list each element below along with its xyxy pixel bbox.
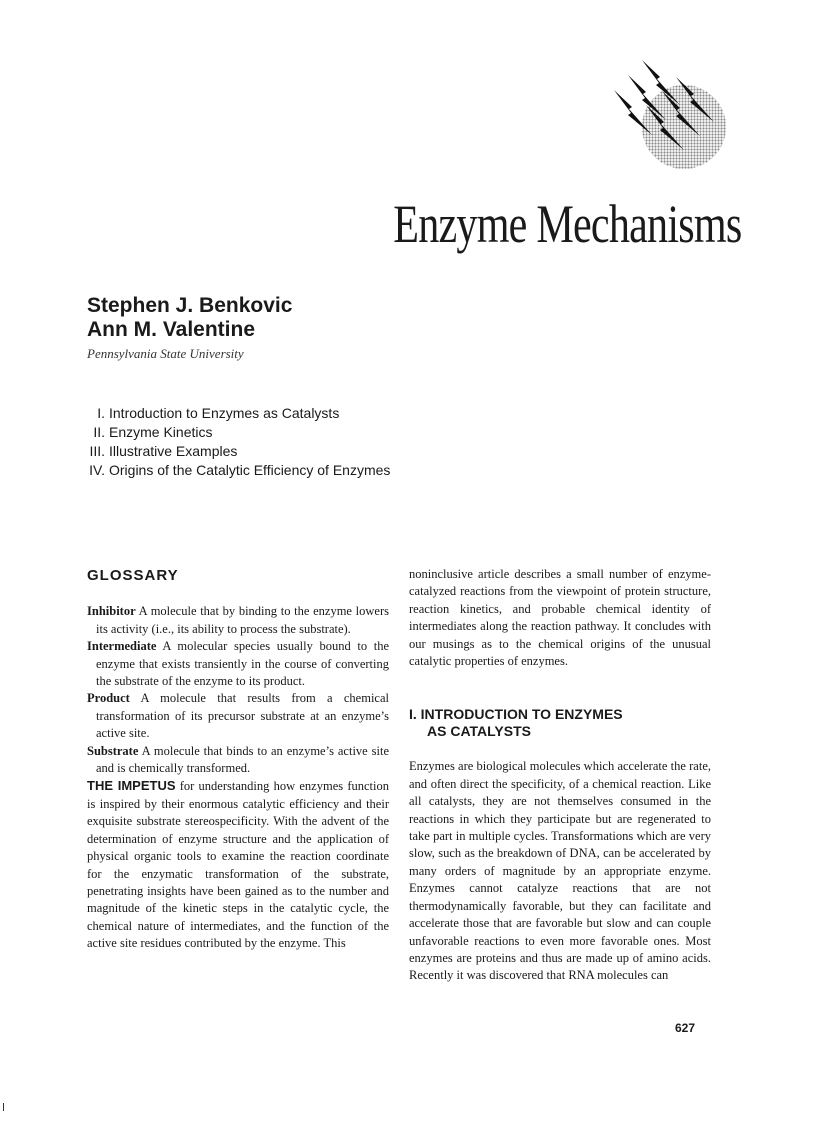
impetus-paragraph: [87, 777, 389, 952]
outline-item: [87, 461, 390, 480]
impetus-lead: THE IMPETUS: [87, 778, 176, 794]
glossary-definition: A molecular species usually bound to the enzyme that exists transiently in the course of converting the substrate of the enzyme to its product.: [96, 639, 390, 689]
glossary-definition: A molecule that binds to an enzyme’s active site and is chemically transformed.: [96, 743, 390, 776]
glossary-term: Intermediate: [87, 639, 157, 654]
logo-stipple-circle: [642, 85, 726, 169]
outline-item: [87, 423, 390, 442]
glossary-definition: A molecule that results from a chemical transformation of its precursor substrate at an enzyme’s active site.: [96, 691, 389, 741]
section-paragraph: Enzymes are biological molecules which accelerate the rate, and often direct the specificity, of a chemical reaction. Like all catalysts, they are not themselves consumed in the reactions in which they participate but are regenerated to take part in multiple cycles. Transformations which are very slow, such as the breakdown of DNA, can be accelerated by many orders of magnitude by an appropriate enzyme. Enzymes cannot catalyze reactions that are not thermodynamically favorable, but they can facilitate and accelerate those that are favorable but slow and can couple unfavorable reactions to even more favorable ones. Most enzymes are proteins and thus are made up of amino acids. Recently it was discovered that RNA molecules can: [409, 759, 711, 983]
article-outline: [87, 404, 390, 480]
continuation-paragraph: noninclusive article describes a small number of enzyme-catalyzed reactions from the viewpoint of protein structure, reaction kinetics, and probable chemical identity of intermediates along the reaction pathway. It concludes with our musings as to the chemical origins of the unusual catalytic properties of enzymes.: [409, 567, 711, 669]
glossary-term: Product: [87, 691, 130, 706]
glossary-entry: [87, 743, 389, 778]
author-block: [87, 294, 292, 364]
outline-text: Introduction to Enzymes as Catalysts: [109, 405, 340, 421]
glossary-term: Substrate: [87, 743, 139, 758]
outline-item: [87, 442, 390, 461]
glossary-heading: GLOSSARY: [87, 567, 179, 584]
outline-text: Enzyme Kinetics: [109, 424, 213, 440]
article-title: Enzyme Mechanisms: [393, 194, 742, 254]
outline-text: Origins of the Catalytic Efficiency of Enzymes: [109, 462, 391, 478]
glossary-definition: A molecule that by binding to the enzyme lowers its activity (i.e., its ability to process the substrate).: [96, 604, 390, 636]
margin-mark: [3, 1103, 4, 1111]
author-affiliation: Pennsylvania State University: [87, 346, 244, 361]
outline-text: Illustrative Examples: [109, 443, 238, 459]
left-column: [87, 566, 389, 953]
section-heading-line: AS CATALYSTS: [427, 723, 531, 740]
section-heading-line: I. INTRODUCTION TO ENZYMES: [409, 706, 623, 723]
author-name: Stephen J. Benkovic: [87, 294, 293, 317]
glossary-term: Inhibitor: [87, 604, 136, 619]
outline-number: IV.: [89, 462, 105, 478]
glossary-entry: [87, 603, 389, 638]
page-number: 627: [675, 1021, 696, 1035]
glossary-entry: [87, 690, 389, 742]
encyclopedia-lightning-logo: [612, 55, 732, 175]
impetus-text: for understanding how enzymes function is inspired by their enormous catalytic efficiency and their exquisite substrate stereospecificity. With the advent of the determination of enzyme structure and the application of physical organic tools to examine the reaction coordinate for the enzymatic transformation of the substrate, penetrating insights have been gained as to the number and magnitude of the kinetic steps in the catalytic cycle, the chemical nature of intermediates, and the function of the active site residues contributed by the enzyme. This: [87, 779, 389, 951]
outline-number: II.: [93, 424, 105, 440]
author-name: Ann M. Valentine: [87, 318, 256, 341]
outline-number: III.: [89, 443, 105, 459]
outline-item: [87, 404, 390, 423]
outline-number: I.: [97, 405, 105, 421]
right-column: [409, 566, 711, 985]
section-heading: [409, 706, 711, 740]
glossary-entry: [87, 638, 389, 690]
